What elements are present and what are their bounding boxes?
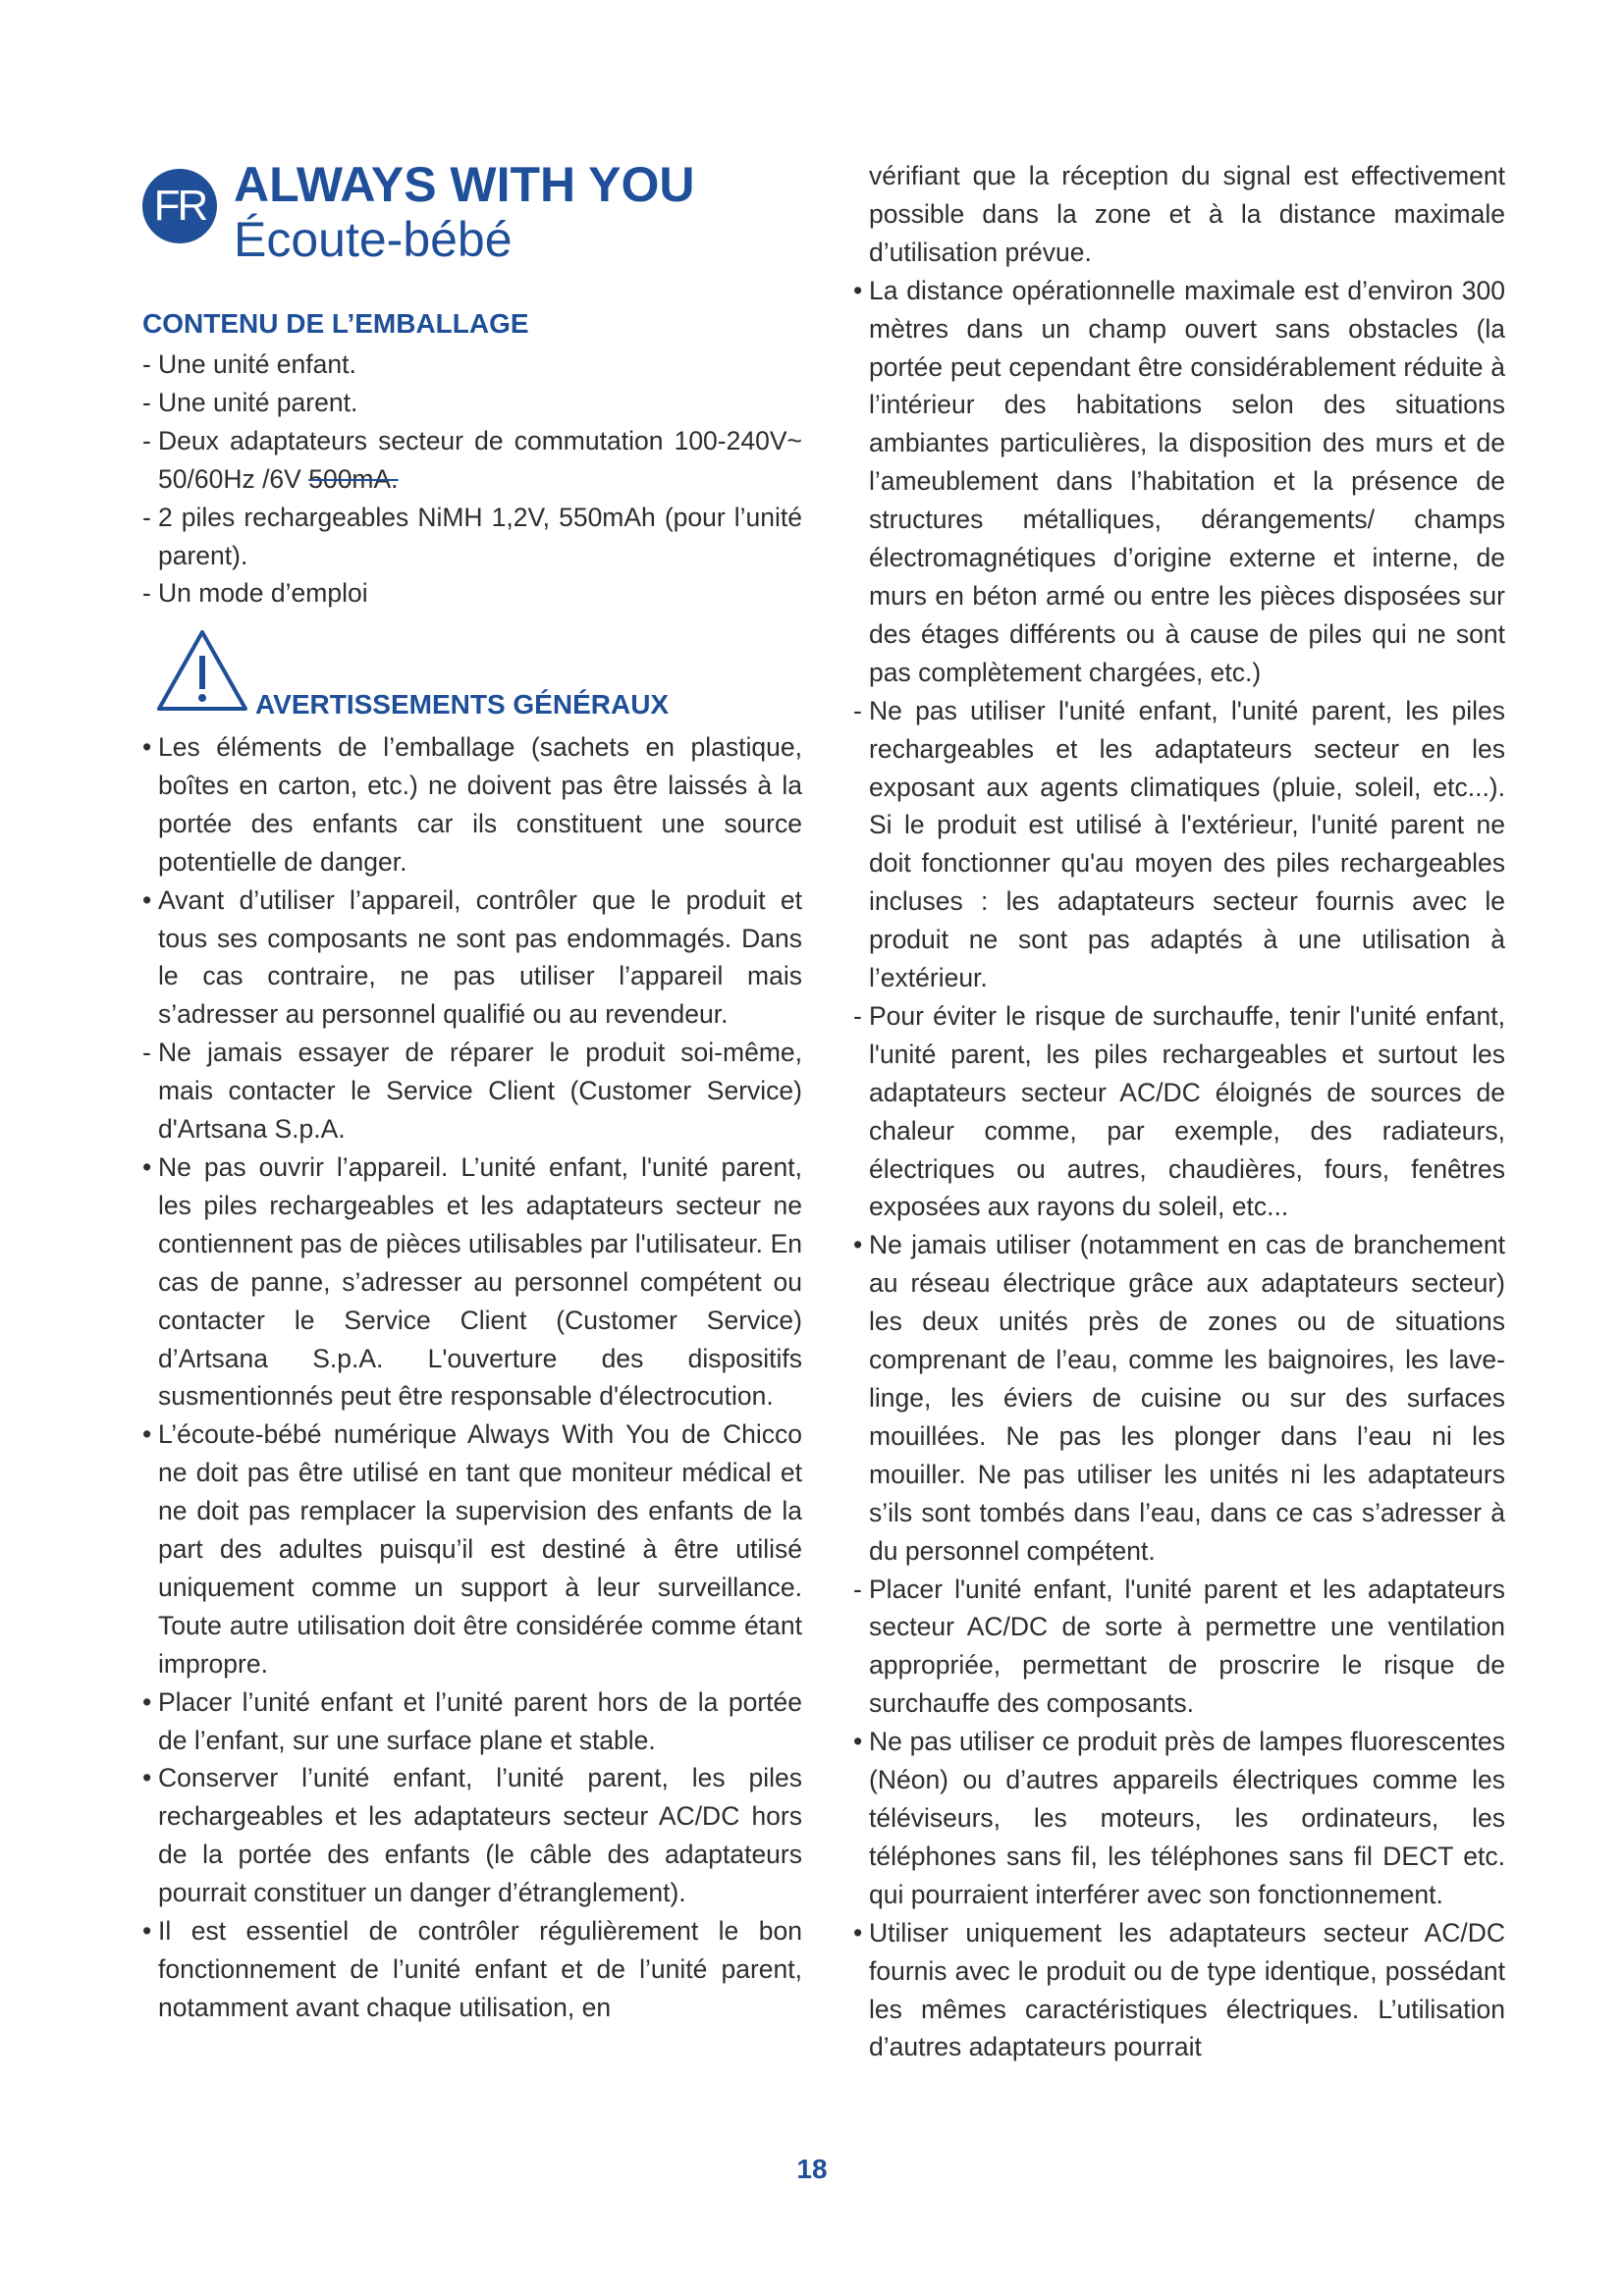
list-item <box>853 997 1505 1226</box>
list-item: - Une unité parent. <box>142 384 802 422</box>
list-item-text: Ne jamais utiliser (notamment en cas de branchement au réseau électrique grâce aux adaptateurs secteur) les deux unités près de zones ou de situations comprenant de l’eau, comme les baignoires, les lave-linge, les éviers de cuisine ou sur des surfaces mouillées. Ne pas les plonger dans l’eau ni les mouiller. Ne pas utiliser les unités ni les adaptateurs s’ils sont tombés dans l’eau, dans ce cas s’adresser à du personnel compétent. <box>869 1230 1505 1566</box>
list-item-text: Placer l’unité enfant et l’unité parent hors de la portée de l’enfant, sur une surface plane et stable. <box>158 1686 802 1755</box>
list-marker: - <box>853 1574 862 1604</box>
list-item-text: Deux adaptateurs secteur de commutation 100-240V~ 50/60Hz /6V <box>158 425 802 494</box>
list-item <box>853 272 1505 692</box>
list-item-text: Conserver l’unité enfant, l’unité parent, les piles rechargeables et les adaptateurs secteur AC/DC hors de la portée des enfants (le câble des adaptateurs pourrait constituer un danger d’étranglement). <box>158 1763 802 1908</box>
list-item <box>142 1912 802 2027</box>
package-contents-list <box>142 346 802 613</box>
list-marker: • <box>142 1763 152 1793</box>
list-item-text: Une unité parent. <box>158 387 358 417</box>
struck-value: 500mA. <box>308 463 399 494</box>
list-marker: • <box>853 1230 863 1260</box>
list-item-text: Placer l'unité enfant, l'unité parent et les adaptateurs secteur AC/DC de sorte à permettre une ventilation appropriée, permettant de proscrire le risque de surchauffe des composants. <box>869 1574 1505 1719</box>
list-item-text: Les éléments de l’emballage (sachets en plastique, boîtes en carton, etc.) ne doivent pas être laissés à la portée des enfants car ils constituent une source potentielle de danger. <box>158 732 802 877</box>
list-item-text: Pour éviter le risque de surchauffe, tenir l'unité enfant, l'unité parent, les piles rechargeables et surtout les adaptateurs secteur AC/DC éloignés de sources de chaleur comme, par exemple, des radiateurs, électriques ou autres, chaudières, fours, fenêtres exposées aux rayons du soleil, etc... <box>869 1000 1505 1222</box>
list-item-text: Un mode d’emploi <box>158 578 368 609</box>
list-item-text: Ne jamais essayer de réparer le produit soi-même, mais contacter le Service Client (Customer Service) d'Artsana S.p.A. <box>158 1038 802 1145</box>
list-marker: • <box>853 1727 863 1757</box>
list-marker: • <box>142 1419 152 1450</box>
warnings-list-right <box>853 157 1505 2066</box>
list-marker: - <box>853 695 862 725</box>
list-item-text: Avant d’utiliser l’appareil, contrôler que le produit et tous ses composants ne sont pas endommagés. Dans le cas contraire, ne pas utiliser l’appareil mais s’adresser au personnel qualifié ou au revendeur. <box>158 884 802 1030</box>
list-item <box>142 1759 802 1912</box>
list-item <box>142 881 802 1035</box>
list-item <box>853 1723 1505 1914</box>
list-item-text: Une unité enfant. <box>158 349 356 379</box>
list-item <box>853 1571 1505 1724</box>
list-item-text: L’écoute-bébé numérique Always With You de Chicco ne doit pas être utilisé en tant que moniteur médical et ne doit pas remplacer la supervision des enfants de la part des adultes puisqu’il est destiné à être utilisé uniquement comme un support à leur surveillance. Toute autre utilisation doit être considérée comme étant impropre. <box>158 1419 802 1679</box>
list-item-text: Il est essentiel de contrôler régulièrement le bon fonctionnement de l’unité enfant et de l’unité parent, notamment avant chaque utilisation, en <box>158 1916 802 2022</box>
list-item <box>853 1226 1505 1570</box>
list-item-text: vérifiant que la réception du signal est effectivement possible dans la zone et à la distance maximale d’utilisation prévue. <box>869 161 1505 267</box>
package-contents-heading: CONTENU DE L’EMBALLAGE <box>142 308 529 339</box>
product-subtitle: Écoute-bébé <box>234 212 513 267</box>
list-item <box>142 1415 802 1682</box>
list-item <box>142 1148 802 1415</box>
list-item <box>142 728 802 881</box>
list-item <box>853 1914 1505 2067</box>
list-marker: • <box>142 884 152 915</box>
list-item: - 2 piles rechargeables NiMH 1,2V, 550mAh (pour l’unité parent). <box>142 499 802 575</box>
list-item-text: 2 piles rechargeables NiMH 1,2V, 550mAh (pour l’unité parent). <box>158 502 802 570</box>
page-number: 18 <box>796 2154 828 2184</box>
list-item <box>142 1034 802 1148</box>
list-item: - Une unité enfant. <box>142 346 802 384</box>
list-marker: • <box>142 732 152 762</box>
list-item-text: Ne pas ouvrir l’appareil. L’unité enfant, l'unité parent, les piles rechargeables et les adaptateurs secteur ne contiennent pas de pièces utilisables par l'utilisateur. En cas de panne, s’adresser au personnel compétent ou contacter le Service Client (Customer Service) d’Artsana S.p.A. L'ouverture des dispositifs susmentionnés peut être responsable d'électrocution. <box>158 1151 802 1412</box>
warning-triangle-icon <box>155 628 249 713</box>
list-item <box>853 692 1505 997</box>
list-item-text: Ne pas utiliser l'unité enfant, l'unité parent, les piles rechargeables et les adaptateurs secteur en les exposant aux agents climatiques (pluie, soleil, etc...). Si le produit est utilisé à l'extérieur, l'unité parent ne doit fonctionner qu'au moyen des piles rechargeables incluses : les adaptateurs secteur fournis avec le produit ne sont pas adaptés à une utilisation à l’extérieur. <box>869 695 1505 993</box>
language-badge: FR <box>142 169 217 243</box>
list-marker: • <box>853 275 863 305</box>
list-item-text: Utiliser uniquement les adaptateurs secteur AC/DC fournis avec le produit ou de type identique, possédant les mêmes caractéristiques électriques. L’utilisation d’autres adaptateurs pourrait <box>869 1917 1505 2062</box>
list-marker: - <box>142 1038 151 1068</box>
list-marker: • <box>853 1917 863 1948</box>
list-marker: • <box>142 1686 152 1717</box>
list-item-text: La distance opérationnelle maximale est d’environ 300 mètres dans un champ ouvert sans obstacles (la portée peut cependant être considérablement réduite à l’intérieur des habitations selon des situations ambiantes particulières, la disposition des murs et de l’ameublement dans l’habitation et la présence de structures métalliques, dérangements/ champs électromagnétiques d’origine externe et interne, de murs en béton armé ou entre les pièces disposées sur des étages différents ou à cause de piles qui ne sont pas complètement chargées, etc.) <box>869 275 1505 687</box>
list-item <box>142 1683 802 1760</box>
list-marker: • <box>142 1916 152 1947</box>
product-title: ALWAYS WITH YOU <box>234 157 695 212</box>
warnings-list-left <box>142 728 802 2027</box>
list-marker: • <box>142 1151 152 1182</box>
list-marker: - <box>853 1000 862 1031</box>
list-item <box>853 157 1505 272</box>
list-item-text: Ne pas utiliser ce produit près de lampes fluorescentes (Néon) ou d’autres appareils électriques comme les téléviseurs, les moteurs, les ordinateurs, les téléphones sans fil, les téléphones sans fil DECT etc. qui pourraient interférer avec son fonctionnement. <box>869 1727 1505 1909</box>
general-warnings-heading: AVERTISSEMENTS GÉNÉRAUX <box>255 689 670 720</box>
list-item: - Un mode d’emploi <box>142 574 802 613</box>
list-item: - Deux adaptateurs secteur de commutation 100-240V~ 50/60Hz /6V 500mA. <box>142 425 802 494</box>
